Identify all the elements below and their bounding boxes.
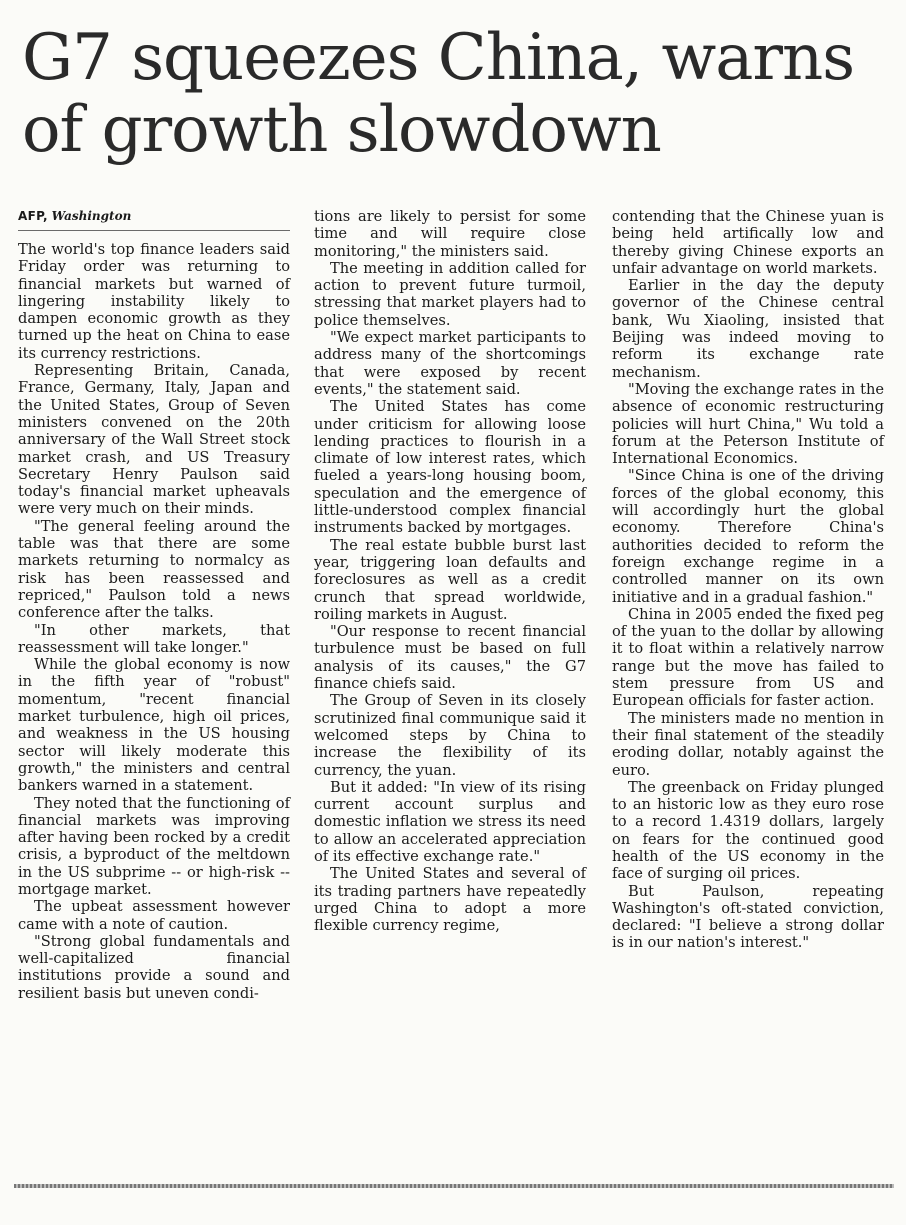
paragraph: While the global economy is now in the fifth year of "robust" momentum, "recent financial market turbulence, high oil prices, and weakness in the US housing sector will likely moderate this growth," the ministers and central bankers warned in a statement. [18, 656, 290, 795]
paragraph: "Since China is one of the driving forces of the global economy, this will accordingly hurt the global economy. Therefore China's authorities decided to reform the foreign exchange regime in a controlled manner on its own initiative and in a gradual fashion." [612, 467, 884, 606]
paragraph: But it added: "In view of its rising current account surplus and domestic inflation we stress its need to allow an accelerated appreciation of its effective exchange rate." [314, 778, 586, 865]
paragraph: The real estate bubble burst last year, triggering loan defaults and foreclosures as well as a credit crunch that spread worldwide, roiling markets in August. [314, 536, 586, 623]
paragraph: The ministers made no mention in their final statement of the steadily eroding dollar, notably against the euro. [612, 709, 884, 779]
paragraph: The United States has come under criticism for allowing loose lending practices to flourish in a climate of low interest rates, which fueled a years-long housing boom, speculation and the emergence of little-understood complex financial instruments backed by mortgages. [314, 398, 586, 537]
paragraph: "Our response to recent financial turbulence must be based on full analysis of its causes," the G7 finance chiefs said. [314, 623, 586, 693]
paragraph: contending that the Chinese yuan is being held artifically low and thereby giving Chinese exports an unfair advantage on world markets. [612, 208, 884, 277]
paragraph: The meeting in addition called for action to prevent future turmoil, stressing that market players had to police themselves. [314, 259, 586, 329]
paragraph: They noted that the functioning of financial markets was improving after having been rocked by a credit crisis, a byproduct of the meltdown in the US subprime -- or high-risk -- mortgage market. [18, 794, 290, 898]
headline: G7 squeezes China, warns of growth slowdown [22, 21, 855, 167]
paragraph: The United States and several of its trading partners have repeatedly urged China to adopt a more flexible currency regime, [314, 865, 586, 935]
paragraph: "In other markets, that reassessment will take longer." [18, 621, 290, 656]
byline-agency: AFP, [18, 209, 48, 223]
paragraph: "Moving the exchange rates in the absence of economic restructuring policies will hurt China," Wu told a forum at the Peterson Institute of International Economics. [612, 380, 884, 468]
paragraph: The world's top finance leaders said Friday order was returning to financial markets but warned of lingering instability likely to dampen economic growth as they turned up the heat on China to ease its currency restrictions. [18, 241, 290, 362]
paragraph: "Strong global fundamentals and well-capitalized financial institutions provide a sound and resilient basis but uneven condi- [18, 932, 290, 1002]
paragraph: China in 2005 ended the fixed peg of the yuan to the dollar by allowing it to float within a relatively narrow range but the move has failed to stem pressure from US and European officials for faster action. [612, 605, 884, 710]
byline-place: Washington [51, 209, 132, 223]
paragraph: The greenback on Friday plunged to an historic low as they euro rose to a record 1.4319 dollars, largely on fears for the continued good health of the US economy in the face of surging oil prices. [612, 778, 884, 883]
paragraph: Earlier in the day the deputy governor of the Chinese central bank, Wu Xiaoling, insisted that Beijing was indeed moving to reform its exchange rate mechanism. [612, 277, 884, 381]
paragraph: But Paulson, repeating Washington's oft-stated conviction, declared: "I believe a strong dollar is in our nation's interest." [612, 882, 884, 952]
bottom-divider [14, 1184, 894, 1188]
paragraph: The upbeat assessment however came with a note of caution. [18, 898, 290, 933]
paragraph: The Group of Seven in its closely scrutinized final communique said it welcomed steps by China to increase the flexibility of its currency, the yuan. [314, 692, 586, 779]
paragraph: "We expect market participants to address many of the shortcomings that were exposed by recent events," the statement said. [314, 329, 586, 398]
byline [18, 208, 290, 231]
paragraph: Representing Britain, Canada, France, Germany, Italy, Japan and the United States, Group of Seven ministers convened on the 20th anniversary of the Wall Street stock market crash, and US Treasury Secretary Henry Paulson said today's financial market upheavals were very much on their minds. [18, 362, 290, 518]
article-column-1 [18, 208, 290, 1002]
paragraph: "The general feeling around the table was that there are some markets returning to normalcy as risk has been reassessed and repriced," Paulson told a news conference after the talks. [18, 517, 290, 622]
article-column-2 [314, 208, 586, 934]
paragraph: tions are likely to persist for some time and will require close monitoring," the ministers said. [314, 208, 586, 260]
article-column-3 [612, 208, 884, 952]
